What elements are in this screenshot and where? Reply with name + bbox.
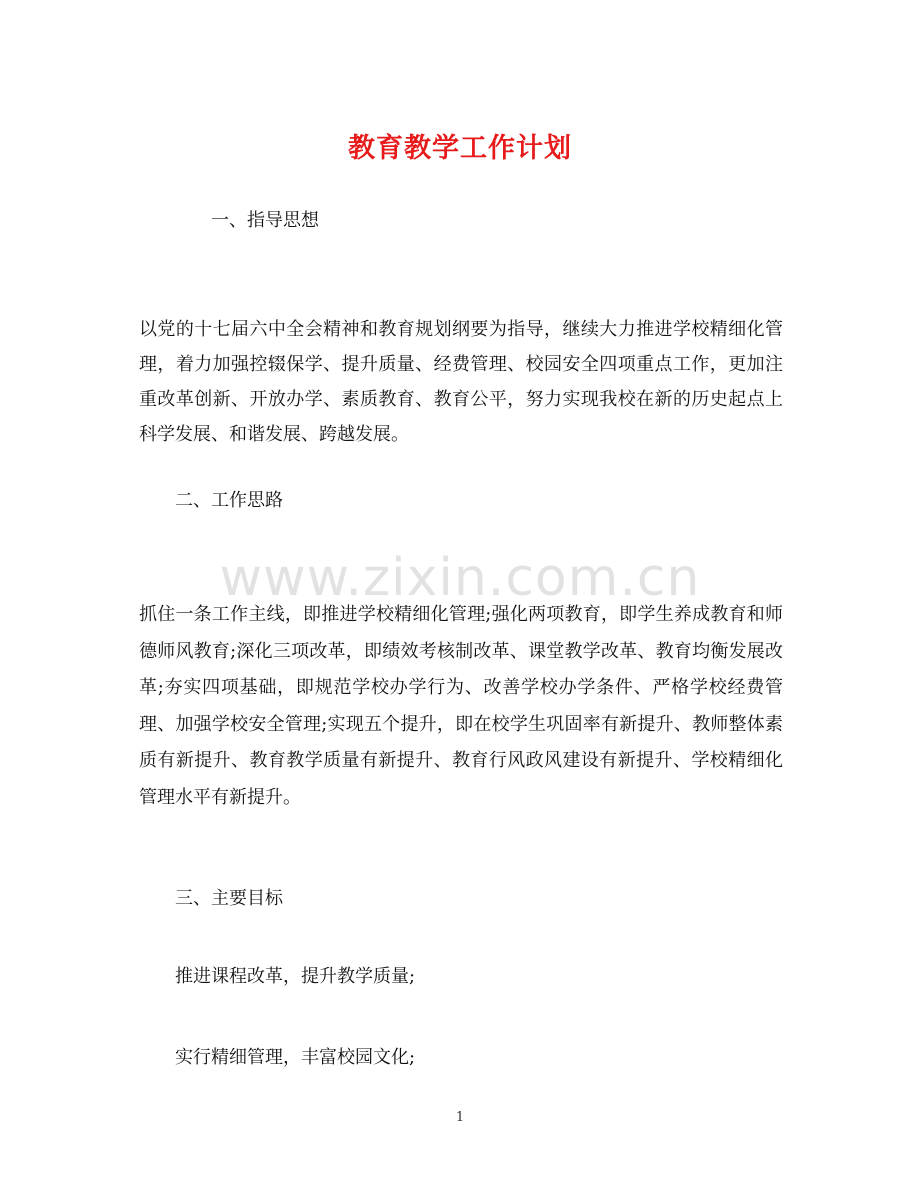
page-number: 1 <box>455 1110 465 1125</box>
goal-item: 推进课程改革，提升教学质量; <box>175 966 416 987</box>
section-heading-work-approach: 二、工作思路 <box>175 490 283 511</box>
section-heading-guiding-ideology: 一、指导思想 <box>211 210 319 231</box>
section-paragraph-guiding-ideology: 以党的十七届六中全会精神和教育规划纲要为指导，继续大力推进学校精细化管理，着力加强控辍保学、提升质量、经费管理、校园安全四项重点工作，更加注重改革创新、开放办学、素质教育、教育公平，努力实现我校在新的历史起点上科学发展、和谐发展、跨越发展。 <box>139 319 783 445</box>
section-heading-main-goals: 三、主要目标 <box>175 888 283 909</box>
watermark: www.zixin.com.cn <box>219 548 701 608</box>
section-paragraph-work-approach: 抓住一条工作主线，即推进学校精细化管理;强化两项教育，即学生养成教育和师德师风教育;深化三项改革，即绩效考核制改革、课堂教学改革、教育均衡发展改革;夯实四项基础，即规范学校办学行为、改善学校办学条件、严格学校经费管理、加强学校安全管理;实现五个提升，即在校学生巩固率有新提升、教师整体素质有新提升、教育教学质量有新提升、教育行风政风建设有新提升、学校精细化管理水平有新提升。 <box>139 604 783 808</box>
goal-item: 实行精细管理，丰富校园文化; <box>175 1047 416 1068</box>
document-title: 教育教学工作计划 <box>348 133 572 164</box>
